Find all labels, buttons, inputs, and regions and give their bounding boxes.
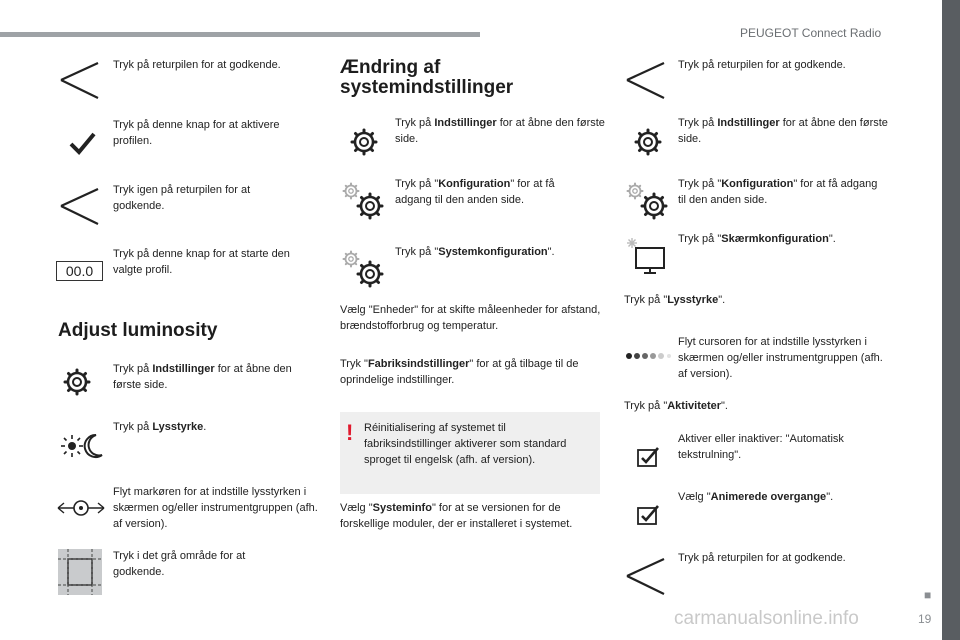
continue-marker: ■	[924, 588, 932, 602]
step-text: Tryk på Lysstyrke.	[113, 421, 207, 433]
header-bar	[0, 32, 480, 37]
step-text: Flyt markøren for at indstille lysstyrken i skærmen og/eller instrumentgruppen (afh. af version).	[113, 486, 318, 530]
section-heading: Ændring af systemindstillinger	[340, 57, 514, 98]
gear-icon	[63, 368, 91, 396]
settings-gears-icon	[342, 182, 386, 220]
step-text: Tryk på returpilen for at godkende.	[678, 552, 846, 564]
step-text: Tryk på "Konfiguration" for at få adgang til den anden side.	[395, 178, 555, 206]
page-number: 19	[918, 612, 932, 626]
paragraph: Vælg "Enheder" for at skifte måleenheder for afstand, brændstofforbrug og temperatur.	[340, 304, 601, 332]
settings-gears-icon	[342, 250, 386, 288]
step-text: Tryk på "Systemkonfiguration".	[395, 246, 555, 258]
page-header: PEUGEOT Connect Radio	[740, 26, 882, 40]
counter-display-icon: 00.0	[56, 261, 103, 281]
watermark: carmanualsonline.info	[674, 608, 859, 629]
checkbox-icon	[636, 502, 662, 528]
section-heading: Adjust luminosity	[58, 320, 218, 341]
step-text: Tryk på Indstillinger for at åbne den første side.	[113, 363, 292, 391]
step-text: Tryk på Indstillinger for at åbne den første side.	[395, 117, 605, 145]
screen-settings-icon	[624, 236, 670, 276]
step-text: Aktiver eller inaktiver: "Automatisk tekstrulning".	[678, 433, 844, 461]
brightness-icon	[60, 433, 104, 459]
back-arrow-icon	[58, 186, 104, 228]
step-text: Tryk på denne knap for at aktivere profilen.	[113, 119, 280, 147]
step-text: Vælg "Animerede overgange".	[678, 491, 834, 503]
back-arrow-icon	[58, 60, 104, 102]
warning-icon: !	[346, 420, 354, 445]
paragraph: Tryk "Fabriksindstillinger" for at gå tilbage til de oprindelige indstillinger.	[340, 358, 579, 386]
warning-note	[340, 412, 600, 494]
grey-area-icon	[58, 549, 102, 595]
step-text: Tryk på returpilen for at godkende.	[113, 59, 281, 71]
gear-icon	[350, 128, 378, 156]
step-text: Flyt cursoren for at indstille lysstyrken i skærmen og/eller instrumentgruppen (afh. af version).	[678, 336, 883, 380]
step-text: Tryk på "Konfiguration" for at få adgang til den anden side.	[678, 178, 878, 206]
checkbox-icon	[636, 444, 662, 470]
step-text: Tryk på Indstillinger for at åbne den første side.	[678, 117, 888, 145]
gear-icon	[634, 128, 662, 156]
paragraph: Tryk på "Lysstyrke".	[624, 294, 726, 306]
step-text: Tryk igen på returpilen for at godkende.	[113, 184, 251, 212]
step-text: Tryk på denne knap for at starte den valgte profil.	[113, 248, 290, 276]
level-dots-icon	[624, 350, 672, 362]
step-text: Tryk på returpilen for at godkende.	[678, 59, 846, 71]
paragraph: Tryk på "Aktiviteter".	[624, 400, 728, 412]
slider-icon	[56, 494, 106, 522]
back-arrow-icon	[624, 556, 670, 598]
note-text: Réinitialisering af systemet til fabriksindstillinger aktiverer som standard sproget til engelsk (afh. af version).	[364, 422, 567, 466]
step-text: Tryk i det grå område for at godkende.	[113, 550, 246, 578]
side-stripe	[942, 0, 960, 640]
settings-gears-icon	[626, 182, 670, 220]
checkmark-icon	[68, 130, 98, 158]
paragraph: Vælg "Systeminfo" for at se versionen for de forskellige moduler, der er installeret i systemet.	[340, 502, 573, 530]
back-arrow-icon	[624, 60, 670, 102]
step-text: Tryk på "Skærmkonfiguration".	[678, 233, 836, 245]
